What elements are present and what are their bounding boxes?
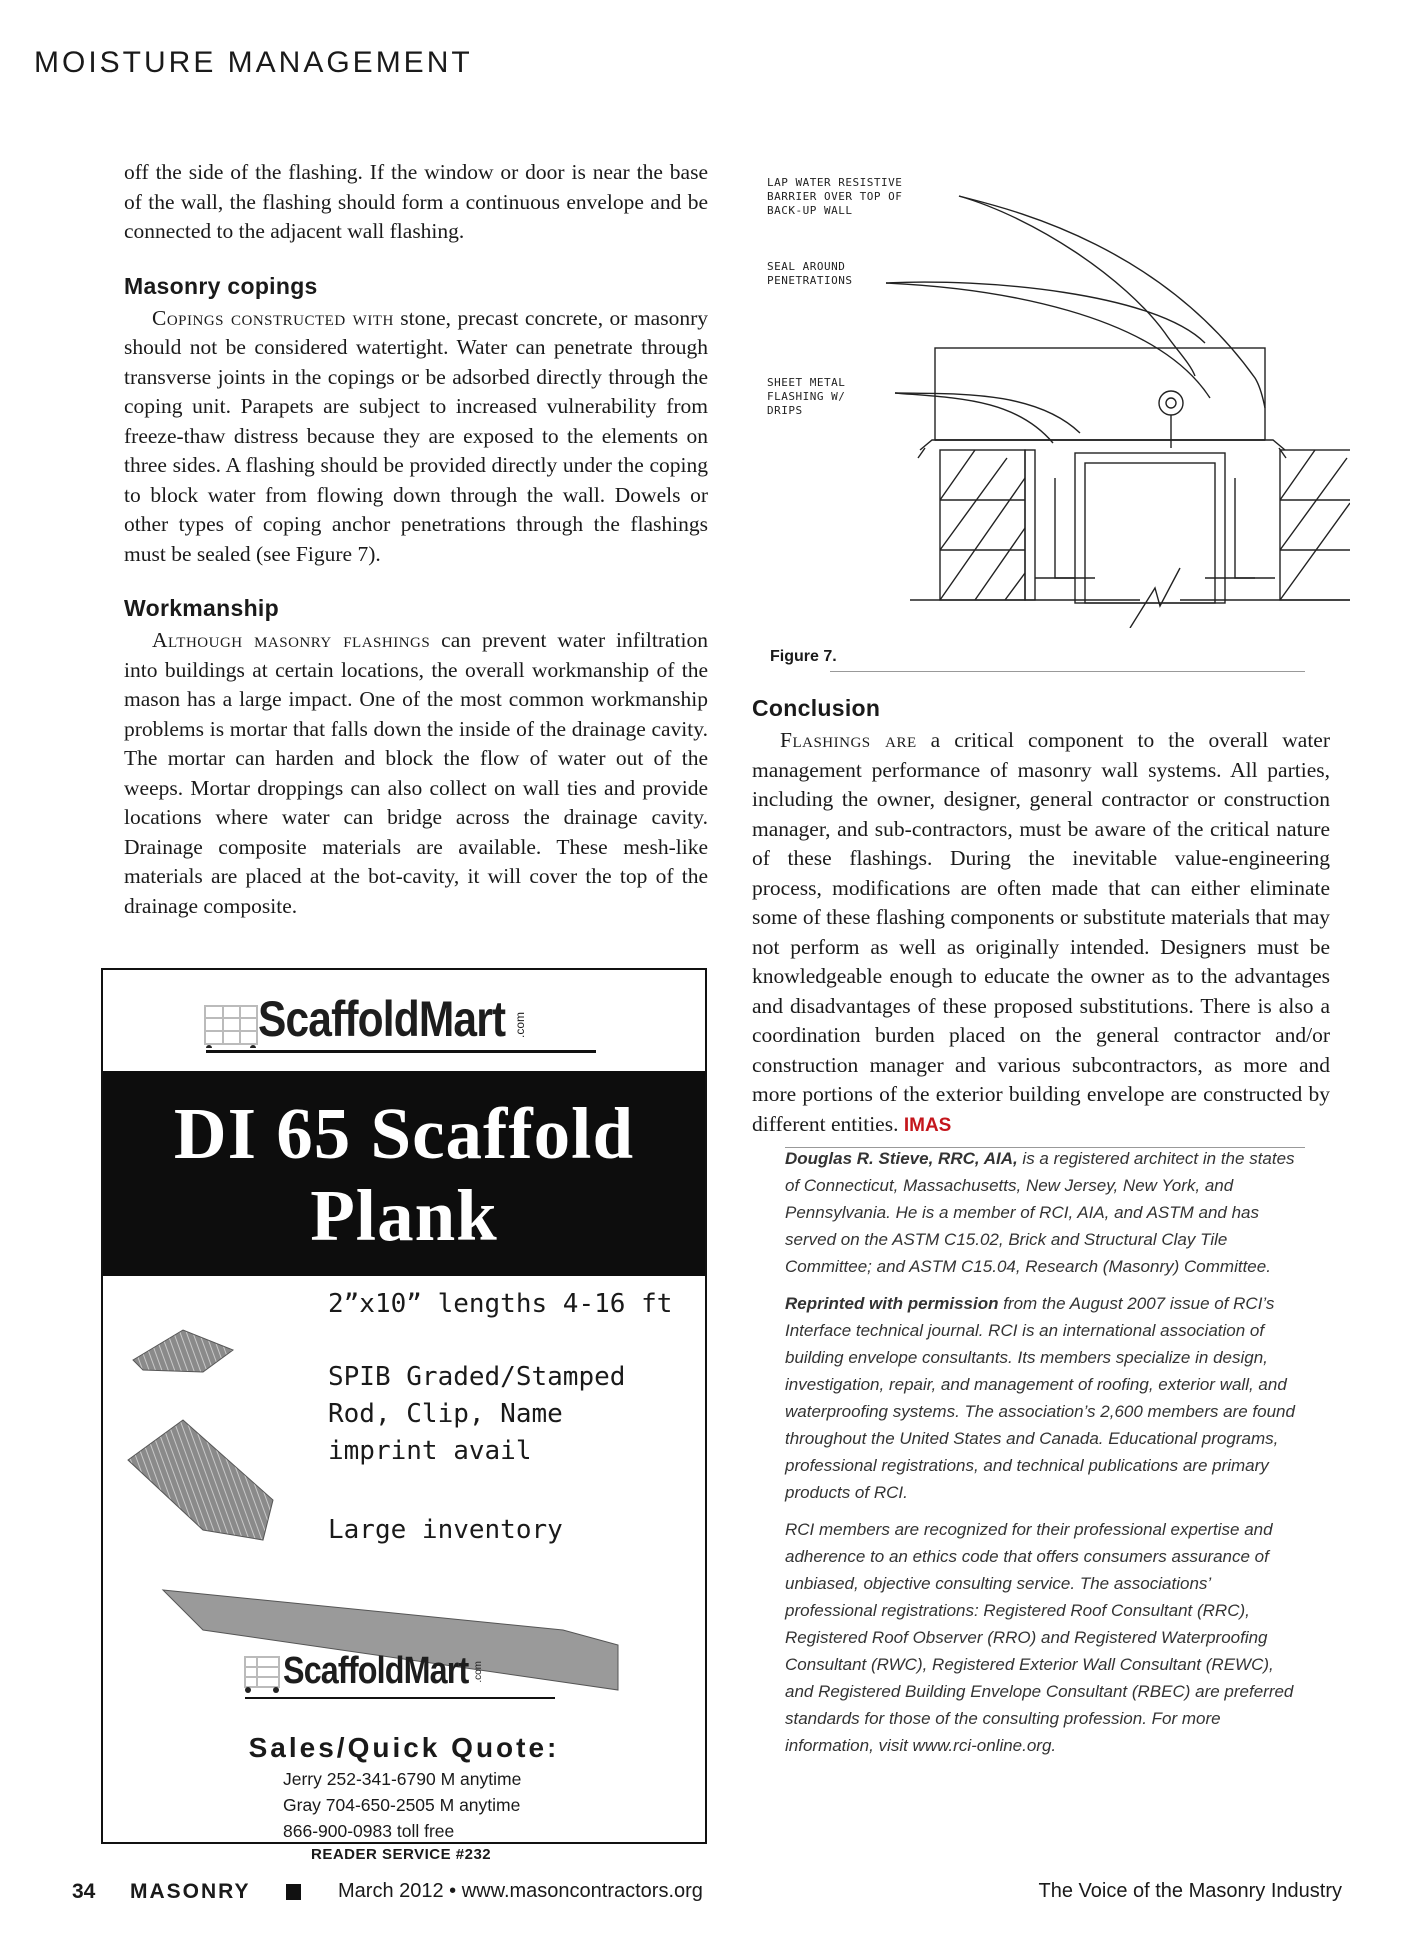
label-sheet-metal-3: DRIPS <box>767 404 803 417</box>
scaffoldmart-ad <box>101 968 707 1844</box>
brand-dotcom: .com <box>473 1661 485 1683</box>
lead-in: Although masonry flashings <box>152 628 431 652</box>
end-mark-imas: IMAS <box>903 1114 952 1136</box>
author-bio <box>785 1145 1305 1769</box>
label-seal-1: SEAL AROUND <box>767 260 846 273</box>
figure-caption: Figure 7. <box>770 648 837 665</box>
plank-end-view <box>133 1330 233 1372</box>
plank-angle-view <box>128 1420 273 1540</box>
author-text: is a registered architect in the states of Connecticut, Massachusetts, New Jersey, New York, and Pennsylvania. He is a member of RCI, AIA, and ASTM and has served on the ASTM C15.02, Brick and Structural Clay Tile Committee; and ASTM C15.04, Research (Masonry) Committee. <box>785 1149 1295 1276</box>
author-name: Douglas R. Stieve, RRC, AIA, <box>785 1149 1018 1168</box>
square-bullet <box>286 1884 301 1900</box>
body-text: stone, precast concrete, or masonry should not be considered watertight. Water can penetrate through transverse joints in the copings or be adsorbed directly through the coping unit. Parapets are subject to increased vulnerability from freeze-thaw distress because they are exposed to the elements on three sides. A flashing should be provided directly under the coping to block water from flowing down through the wall. Dowels or other types of coping anchor penetrations through the flashings must be sealed (see Figure 7). <box>124 305 708 566</box>
bio-rci-paragraph: RCI members are recognized for their professional expertise and adherence to an ethics code that offers consumers assurance of unbiased, objective consulting service. The associations’ professional registrations: Registered Roof Consultant (RRC), Registered Roof Observer (RRO) and Registered Waterproofing Consultant (RWC), Registered Exterior Wall Consultant (REWC), and Registered Building Envelope Consultant (RBEC) are preferred standards for those of the consulting profession. For more information, visit www.rci-online.org. <box>785 1520 1294 1755</box>
contact-toll-free: 866-900-0983 toll free <box>283 1821 455 1841</box>
lead-in: Flashings are <box>780 728 917 752</box>
flashing-detail-drawing <box>735 158 1350 628</box>
reader-service: READER SERVICE #232 <box>311 1846 492 1863</box>
right-column <box>752 695 1330 1140</box>
brand-name: ScaffoldMart <box>258 991 506 1047</box>
plank-illustrations <box>123 1300 703 1700</box>
heading-masonry-copings: Masonry copings <box>124 272 318 299</box>
bio-reprint-paragraph <box>785 1290 1305 1506</box>
heading-workmanship: Workmanship <box>124 595 279 621</box>
logo-underline <box>206 1050 596 1053</box>
magazine-name: MASONRY <box>130 1880 251 1903</box>
label-lap-barrier-1: LAP WATER RESISTIVE <box>767 176 903 189</box>
bio-author-paragraph <box>785 1145 1305 1280</box>
scaffold-icon <box>203 996 258 1048</box>
logo-underline <box>245 1697 555 1699</box>
sales-title: Sales/Quick Quote: <box>248 1732 560 1763</box>
caption-rule <box>830 671 1305 672</box>
brand-dotcom: .com <box>512 1011 527 1038</box>
brand-name: ScaffoldMart <box>283 1650 469 1692</box>
reprint-label: Reprinted with permission <box>785 1294 999 1313</box>
page-number: 34 <box>72 1880 96 1903</box>
left-column <box>124 158 708 921</box>
label-lap-barrier-2: BARRIER OVER TOP OF <box>767 190 903 203</box>
paragraph-workmanship <box>124 626 708 921</box>
ad-headline <box>103 1093 705 1257</box>
section-header: MOISTURE MANAGEMENT <box>34 46 473 79</box>
label-lap-barrier-3: BACK-UP WALL <box>767 204 853 217</box>
lead-in: Copings constructed with <box>152 305 394 330</box>
contact-jerry: Jerry 252-341-6790 M anytime <box>283 1769 522 1789</box>
figure-7-sketch <box>735 158 1350 628</box>
label-seal-2: PENETRATIONS <box>767 274 853 287</box>
issue-date-url: March 2012 • www.masoncontractors.org <box>338 1880 703 1902</box>
brand-logo-top <box>203 990 527 1048</box>
magazine-tagline: The Voice of the Masonry Industry <box>1038 1880 1342 1902</box>
spec-graded-line-2: Rod, Clip, Name <box>328 1399 563 1429</box>
label-sheet-metal-1: SHEET METAL <box>767 376 846 389</box>
page-footer <box>72 1880 1342 1910</box>
paragraph-flashing-end: off the side of the flashing. If the window or door is near the base of the wall, the flashing should form a continuous envelope and be connected to the adjacent wall flashing. <box>124 160 708 243</box>
body-text: can prevent water infiltration into buildings at certain locations, the overall workmanship of the mason has a large impact. One of the most common workmanship problems is mortar that falls down the inside of the drainage cavity. The mortar can harden and block the flow of water out of the weeps. Mortar droppings can also collect on wall ties and provide locations where water can bridge across the drainage cavity. Drainage composite materials are available. These mesh-like materials are placed at the bot-cavity, it will cover the top of the drainage composite. <box>124 628 708 918</box>
body-text: a critical component to the overall water management performance of masonry wall systems. All parties, including the owner, designer, general contractor or construction manager, and sub-contractors, must be aware of the critical nature of these flashings. During the inevitable value-engineering process, modifications are often made that can either eliminate some of these flashing components or substitute materials that may not perform as well as originally intended. Designers must be knowledgeable enough to educate the owner as to the advantages and disadvantages of these proposed substitutions. There is also a coordination burden placed on the general contractor and/or construction manager and various subcontractors, as more and more portions of the exterior building envelope are constructed by different entities. <box>752 728 1330 1136</box>
headline-line-2: Plank <box>310 1175 498 1256</box>
contact-gray: Gray 704-650-2505 M anytime <box>283 1795 521 1815</box>
brand-logo-bottom <box>243 1650 484 1693</box>
label-sheet-metal-2: FLASHING W/ <box>767 390 846 403</box>
headline-line-1: DI 65 Scaffold <box>173 1093 635 1174</box>
spec-graded-line-1: SPIB Graded/Stamped <box>328 1362 626 1392</box>
paragraph-conclusion <box>752 726 1330 1140</box>
ad-banner <box>103 1071 705 1276</box>
spec-inventory: Large inventory <box>328 1515 563 1545</box>
reprint-text: from the August 2007 issue of RCI’s Interface technical journal. RCI is an international association of building envelope consultants. Its members specialize in design, investigation, repair, and management of roofing, exterior wall, and waterproofing systems. The association’s 2,600 members are found throughout the United States and Canada. Educational programs, professional registrations, and technical publications are primary products of RCI. <box>785 1294 1295 1502</box>
heading-conclusion: Conclusion <box>752 695 881 721</box>
sales-contacts <box>283 1766 521 1844</box>
scaffold-icon <box>243 1651 283 1693</box>
spec-lengths: 2”x10” lengths 4-16 ft <box>328 1289 673 1319</box>
paragraph-copings <box>124 304 708 570</box>
spec-graded-line-3: imprint avail <box>328 1436 532 1466</box>
